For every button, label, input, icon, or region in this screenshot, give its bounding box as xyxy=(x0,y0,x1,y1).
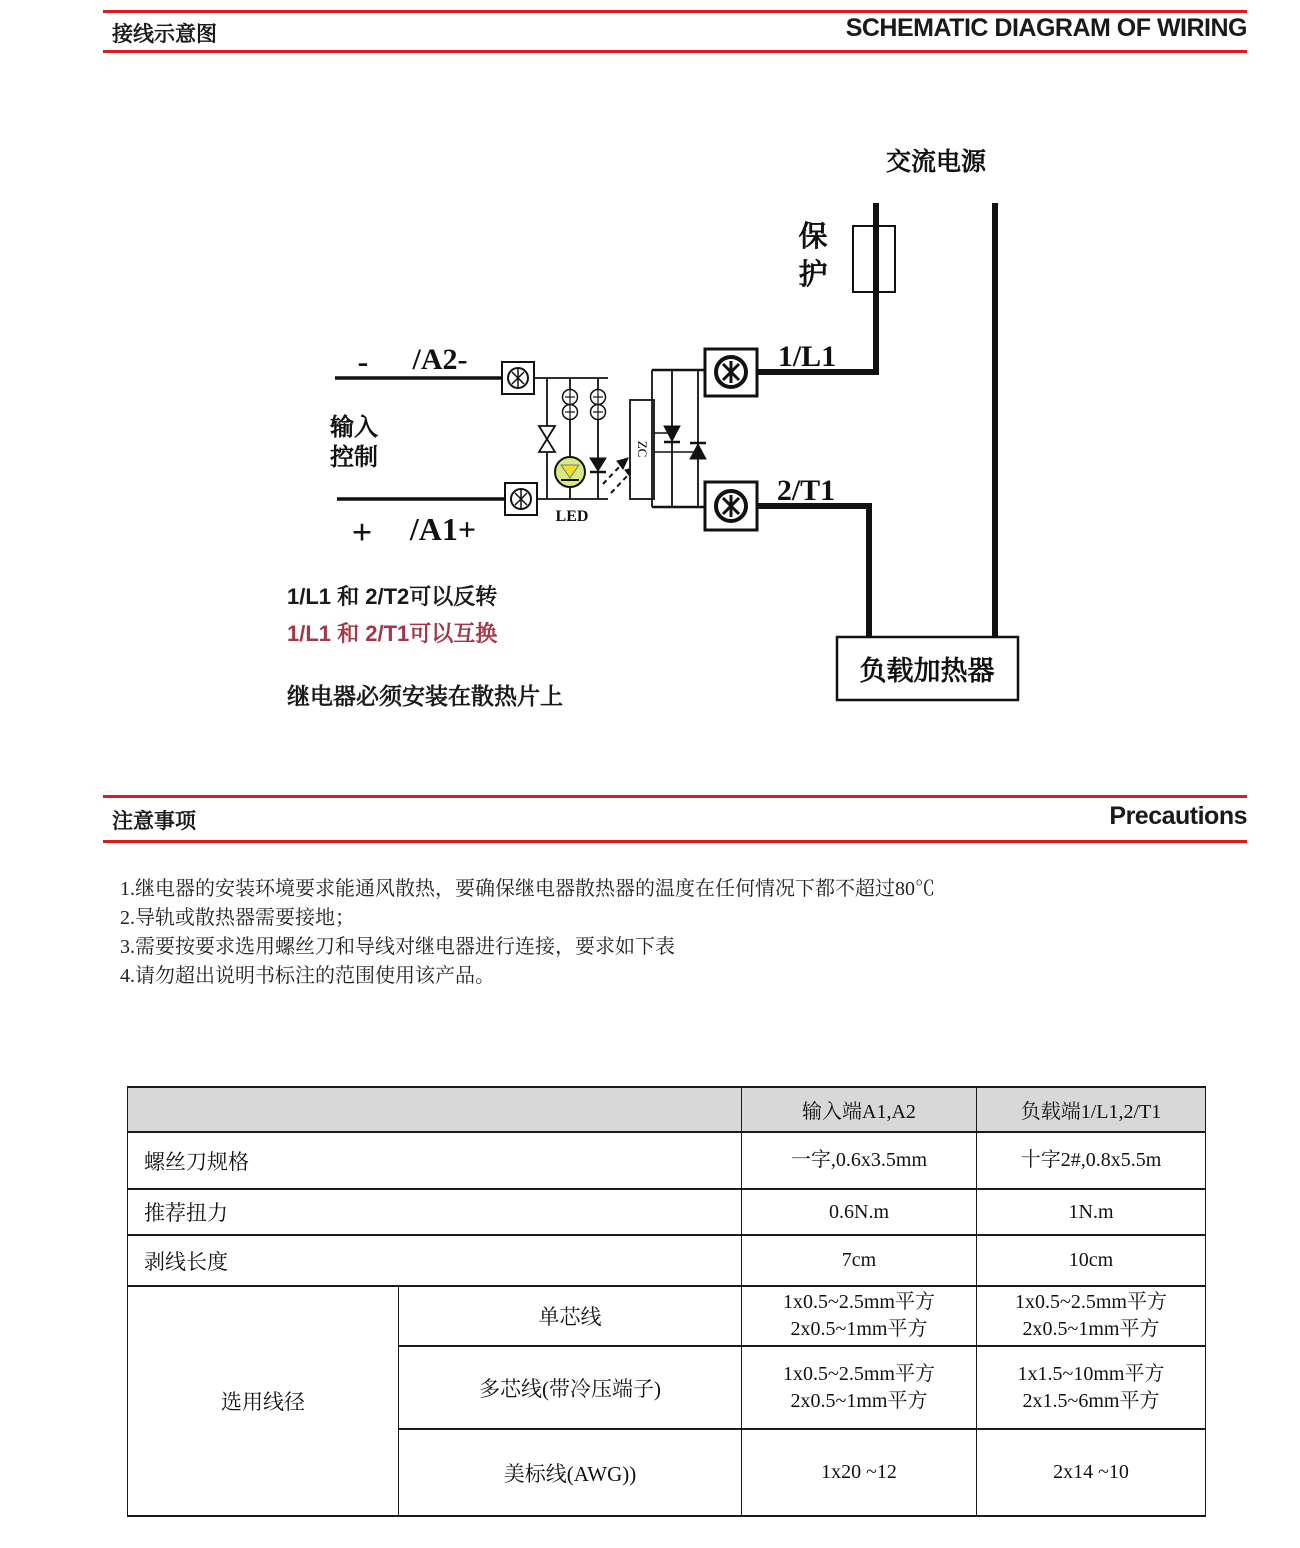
group-label: 选用线径 xyxy=(128,1286,399,1516)
plus-sign: + xyxy=(351,512,373,552)
screw-terminal-t1-icon xyxy=(705,482,757,530)
screw-terminal-a1-icon xyxy=(505,483,537,515)
wire-type-label: 美标线(AWG)) xyxy=(399,1429,742,1516)
zc-label: ZC xyxy=(635,440,650,458)
table-header-row xyxy=(128,1087,1206,1132)
protection-label-2: 护 xyxy=(798,259,828,291)
cell-load: 10cm xyxy=(977,1235,1206,1286)
ac-power-label: 交流电源 xyxy=(885,148,987,176)
red-rule-bottom-2 xyxy=(103,840,1247,843)
input-control-label-1: 输入 xyxy=(330,414,378,441)
led-icon xyxy=(555,457,585,487)
row-label: 推荐扭力 xyxy=(128,1189,742,1235)
red-rule-top-2 xyxy=(103,795,1247,798)
header-load-col: 负载端1/L1,2/T1 xyxy=(977,1087,1206,1132)
diode-icon xyxy=(590,458,606,471)
cell-input: 一字,0.6x3.5mm xyxy=(742,1132,977,1189)
load-heater-box xyxy=(837,637,1018,700)
cell-input: 0.6N.m xyxy=(742,1189,977,1235)
precaution-item-3: 3.需要按要求选用螺丝刀和导线对继电器进行连接，要求如下表 xyxy=(120,936,675,958)
wire-type-label: 单芯线 xyxy=(399,1286,742,1346)
cell-load: 1x0.5~2.5mm平方 2x0.5~1mm平方 xyxy=(977,1286,1206,1346)
zero-crossing-block xyxy=(630,400,654,499)
current-regulator-icon xyxy=(563,390,578,420)
precaution-item-2: 2.导轨或散热器需要接地； xyxy=(120,907,355,929)
cell-load: 十字2#,0.8x5.5m xyxy=(977,1132,1206,1189)
note-reverse: 1/L1 和 2/T2可以反转 xyxy=(287,584,498,609)
screw-terminal-l1-icon xyxy=(705,349,757,396)
led-label: LED xyxy=(555,508,589,525)
header-input-col: 输入端A1,A2 xyxy=(742,1087,977,1132)
cell-input: 1x0.5~2.5mm平方 2x0.5~1mm平方 xyxy=(742,1346,977,1429)
table-row xyxy=(128,1132,1206,1189)
cell-load: 1N.m xyxy=(977,1189,1206,1235)
wiring-spec-table xyxy=(127,1086,1206,1517)
output-circuit xyxy=(652,370,706,507)
terminal-label-a2: /A2- xyxy=(412,343,468,376)
note-swap: 1/L1 和 2/T1可以互换 xyxy=(287,621,498,646)
wire-type-label: 多芯线(带冷压端子) xyxy=(399,1346,742,1429)
table-row xyxy=(128,1235,1206,1286)
input-control-label-2: 控制 xyxy=(330,444,378,471)
section1-title-cn: 接线示意图 xyxy=(112,22,217,46)
section2-title-en: Precautions xyxy=(1109,802,1247,830)
precaution-item-4: 4.请勿超出说明书标注的范围使用该产品。 xyxy=(120,965,495,987)
row-label: 螺丝刀规格 xyxy=(128,1132,742,1189)
table-row xyxy=(128,1286,1206,1346)
section1-title-en: SCHEMATIC DIAGRAM OF WIRING xyxy=(845,14,1247,42)
terminal-label-1l1: 1/L1 xyxy=(777,340,837,373)
row-label: 剥线长度 xyxy=(128,1235,742,1286)
header-empty-cell xyxy=(128,1087,742,1132)
terminal-label-a1: /A1+ xyxy=(409,511,477,547)
load-heater-label: 负载加热器 xyxy=(859,656,995,686)
note-heatsink: 继电器必须安装在散热片上 xyxy=(287,683,563,709)
power-wires xyxy=(757,203,995,637)
screw-terminal-a2-icon xyxy=(502,362,534,394)
cell-input: 1x0.5~2.5mm平方 2x0.5~1mm平方 xyxy=(742,1286,977,1346)
current-regulator-icon xyxy=(591,390,606,420)
cell-load: 2x14 ~10 xyxy=(977,1429,1206,1516)
table-row xyxy=(128,1189,1206,1235)
cell-input: 7cm xyxy=(742,1235,977,1286)
terminal-label-2t1: 2/T1 xyxy=(776,474,836,507)
section2-title-cn: 注意事项 xyxy=(112,809,196,833)
precaution-item-1: 1.继电器的安装环境要求能通风散热，要确保继电器散热器的温度在任何情况下都不超过80℃ xyxy=(120,878,935,900)
minus-sign: - xyxy=(357,343,369,379)
tvs-diode-icon xyxy=(539,426,555,439)
protection-label-1: 保 xyxy=(798,221,828,253)
input-circuit xyxy=(539,378,606,499)
cell-load: 1x1.5~10mm平方 2x1.5~6mm平方 xyxy=(977,1346,1206,1429)
cell-input: 1x20 ~12 xyxy=(742,1429,977,1516)
